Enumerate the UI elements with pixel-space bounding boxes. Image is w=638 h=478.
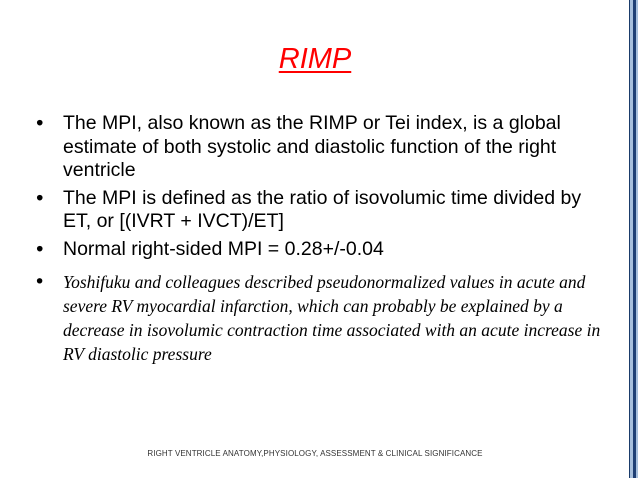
bullet-icon: • xyxy=(34,271,46,293)
bullet-list xyxy=(34,112,606,366)
bullet-text: The MPI, also known as the RIMP or Tei index, is a global estimate of both systolic and diastolic function of the right ventricle xyxy=(63,112,561,181)
edge-border-bar xyxy=(629,0,638,478)
bullet-item xyxy=(34,238,606,262)
bullet-icon: • xyxy=(34,112,46,135)
bullet-item xyxy=(34,112,606,183)
bullet-item xyxy=(34,187,606,234)
slide-title: RIMP xyxy=(278,43,352,75)
bullet-item xyxy=(34,270,606,366)
bullet-icon: • xyxy=(34,237,46,261)
bullet-text: The MPI is defined as the ratio of isovolumic time divided by ET, or [(IVRT + IVCT)/ET] xyxy=(63,186,582,232)
slide-footer: RIGHT VENTRICLE ANATOMY,PHYSIOLOGY, ASSESSMENT & CLINICAL SIGNIFICANCE xyxy=(147,449,483,458)
bullet-text: Normal right-sided MPI = 0.28+/-0.04 xyxy=(63,237,384,260)
bullet-text: Yoshifuku and colleagues described pseudonormalized values in acute and severe RV myocardial infarction, which can probably be explained by a decrease in isovolumic contraction time associated with an acute increase in RV diastolic pressure xyxy=(63,272,601,364)
bullet-icon: • xyxy=(34,186,46,210)
